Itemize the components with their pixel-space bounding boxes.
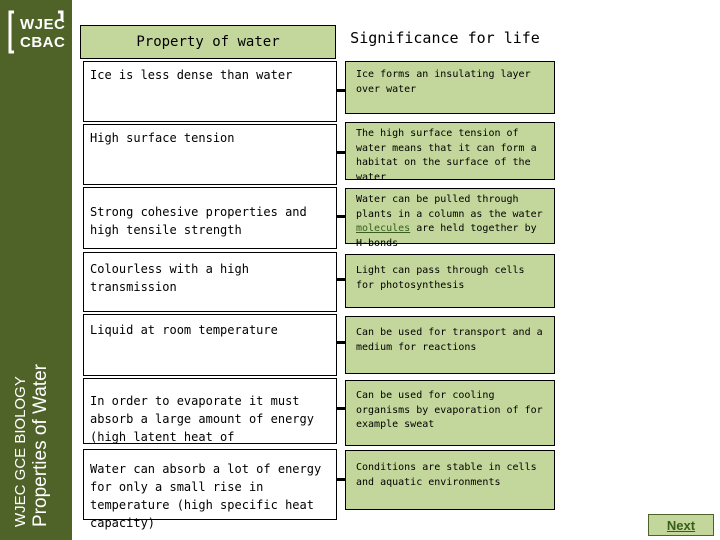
property-header: Property of water: [80, 25, 336, 59]
significance-cell-3: Water can be pulled through plants in a column as the water molecules are held together by H-bonds: [345, 188, 555, 244]
significance-cell-4: Light can pass through cells for photosynthesis: [345, 254, 555, 308]
logo-line2: CBAC: [20, 34, 66, 51]
sidebar-title: [12, 364, 52, 527]
property-cell-6: In order to evaporate it must absorb a large amount of energy (high latent heat of: [83, 378, 337, 444]
next-button[interactable]: Next: [648, 514, 714, 536]
sidebar: [0, 0, 72, 540]
significance-cell-7: Conditions are stable in cells and aquatic environments: [345, 450, 555, 510]
property-cell-7: Water can absorb a lot of energy for only a small rise in temperature (high specific heat capacity): [83, 449, 337, 520]
significance-cell-5: Can be used for transport and a medium for reactions: [345, 316, 555, 374]
topic-title: Properties of Water: [30, 364, 51, 527]
significance-cell-2: The high surface tension of water means that it can form a habitat on the surface of the water: [345, 122, 555, 180]
property-cell-5: Liquid at room temperature: [83, 314, 337, 376]
wjec-logo: [8, 10, 64, 54]
course-title: WJEC GCE BIOLOGY: [12, 376, 29, 527]
logo-line1: WJEC: [20, 16, 66, 33]
significance-header: Significance for life: [350, 29, 540, 47]
molecules-link[interactable]: molecules: [356, 223, 411, 234]
significance-cell-1: Ice forms an insulating layer over water: [345, 61, 555, 114]
significance-cell-6: Can be used for cooling organisms by evaporation of for example sweat: [345, 380, 555, 446]
property-cell-3: Strong cohesive properties and high tensile strength: [83, 187, 337, 249]
property-cell-4: Colourless with a high transmission: [83, 252, 337, 312]
property-cell-2: High surface tension: [83, 124, 337, 185]
property-cell-1: Ice is less dense than water: [83, 61, 337, 122]
